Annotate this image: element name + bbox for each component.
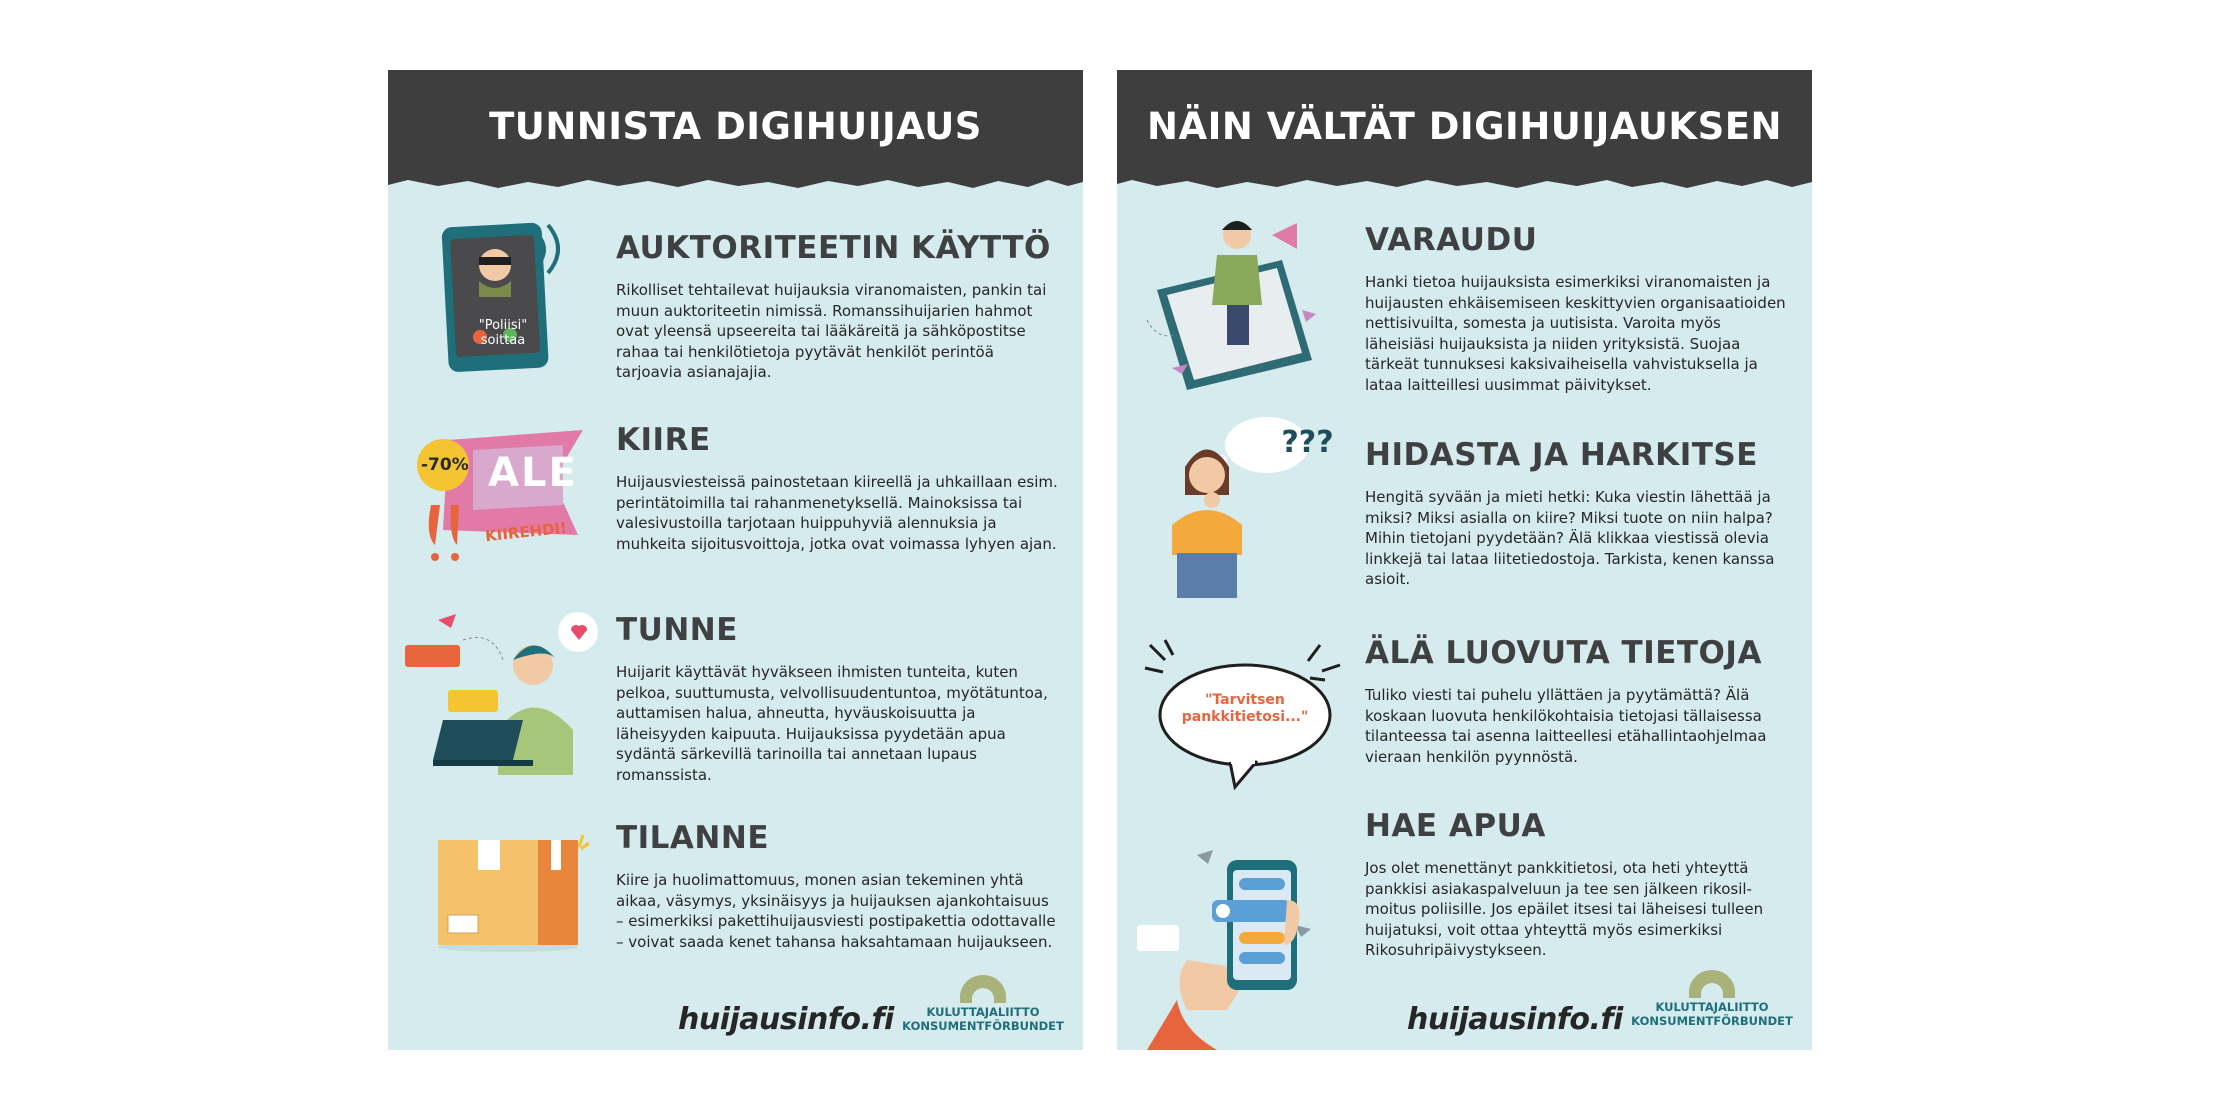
section-dont-share <box>1365 635 1795 767</box>
left-banner <box>388 70 1083 200</box>
section-heading: HIDASTA JA HARKITSE <box>1365 437 1758 473</box>
section-hurry <box>616 422 1061 554</box>
question-marks: ??? <box>1281 425 1334 460</box>
sale-hurry: KIIREHDI! <box>484 518 568 546</box>
section-text: Rikolliset tehtailevat huijauksia viranomaisten, pankin tai muun auktoriteetin nimissä. Romanssihuijarien hahmot ovat yleensä upseereita tai lääkäreitä ja sähköpostitse rahaa tai henkilötietoja pyytävät henkilöt perintöä tarjoavia asianajajia. <box>616 281 1047 381</box>
phone-caller-text: "Poliisi" soittaa <box>478 318 528 348</box>
section-prepare <box>1365 222 1795 395</box>
thinking-woman-illustration <box>1157 415 1334 604</box>
section-situation <box>616 820 1061 952</box>
section-text: Huijausviesteissä painostetaan kiireellä ja uhkaillaan esim. perintätoimilla tai rahanmenetyksellä. Mainoksissa tai valesivustoilla tarjotaan huippuhyviä alennuksia ja muhkeita sijoitusvoittoja, jotka ovat voimassa lyhyen ajan. <box>616 473 1058 553</box>
section-text: Hengitä syvään ja mieti hetki: Kuka viestin lähettää ja miksi? Miksi asialla on kiire? Miksi tuote on niin halpa? Mihin tietojani pyydetään? Älä klikkaa viestissä olevia linkkejä tai lataa liitetiedostoja. Tarkista, kenen kanssa asioit. <box>1365 488 1775 588</box>
left-title: TUNNISTA DIGIHUIJAUS <box>489 105 982 148</box>
speech-bubble-text: "Tarvitsen pankkitietosi..." <box>1181 692 1309 725</box>
right-title: NÄIN VÄLTÄT DIGIHUIJAUKSEN <box>1147 105 1782 148</box>
section-text: Huijarit käyttävät hyväkseen ihmisten tunteita, kuten pelkoa, suuttumusta, velvollisuudentuntoa, myötätuntoa, auttamisen halua, ahneutta, hyväuskoisuutta ja läheisyyden kaipuuta. Huijauksissa pyydetään apua sydäntä särkevillä tarinoilla tai annetaan lupaus romanssista. <box>616 663 1048 784</box>
brand-logo[interactable]: huijausinfo.fi <box>1407 1002 1623 1037</box>
package-box-illustration <box>433 825 593 959</box>
megaphone-phone-illustration <box>1142 210 1342 394</box>
section-slow-down <box>1365 437 1795 590</box>
brand-logo[interactable]: huijausinfo.fi <box>678 1002 894 1037</box>
sale-word: ALE <box>488 450 578 496</box>
org-arch-icon <box>1687 970 1737 998</box>
left-poster <box>388 70 1083 1050</box>
section-heading: HAE APUA <box>1365 808 1546 844</box>
section-text: Jos olet menettänyt pankkitietosi, ota heti yhteyttä pankkisi asiakaspalveluun ja tee sen jälkeen rikosilmoitus poliisille. Jos epäilet itsesi tai läheisesi tulleen huijatuksi, voit ottaa yhteyttä myös esimerkiksi Rikosuhripäivystykseen. <box>1365 859 1764 959</box>
section-emotion <box>616 612 1061 784</box>
chat-phone-illustration <box>1137 840 1337 1054</box>
section-get-help <box>1365 808 1795 961</box>
sale-illustration <box>413 425 598 579</box>
section-heading: TILANNE <box>616 820 769 856</box>
section-heading: KIIRE <box>616 422 711 458</box>
section-text: Kiire ja huolimattomuus, monen asian tekeminen yhtä aikaa, väsymys, yksinäisyys ja huijauksen ajankohtaisuus – esimerkiksi pakettihuijausviesti postipakettia odottavalle – voivat saada kenet tahansa haksahtamaan huijaukseen. <box>616 871 1056 951</box>
org-name-fi: KULUTTAJALIITTO <box>926 1005 1040 1019</box>
org-arch-icon <box>958 975 1008 1003</box>
section-heading: ÄLÄ LUOVUTA TIETOJA <box>1365 635 1762 671</box>
section-heading: VARAUDU <box>1365 222 1538 258</box>
org-name-fi: KULUTTAJALIITTO <box>1655 1000 1769 1014</box>
section-text: Tuliko viesti tai puhelu yllättäen ja pyytämättä? Älä koskaan luovuta henkilökohtaisia tietojasi tällaisessa tilanteessa tai asenna laitteellesi etähallintaohjelmaa vieraan henkilön pyynnöstä. <box>1365 686 1767 766</box>
sale-percent: -70% <box>421 455 469 475</box>
speech-bubble-illustration <box>1145 640 1345 794</box>
org-name-sv: KONSUMENTFÖRBUNDET <box>902 1019 1064 1033</box>
right-banner <box>1117 70 1812 200</box>
right-poster <box>1117 70 1812 1050</box>
section-authority <box>616 230 1061 383</box>
section-text: Hanki tietoa huijauksista esimerkiksi viranomaisten ja huijausten ehkäisemiseen keskittyvien organisaatioiden nettisivuilta, somesta ja uutisista. Varoita myös läheisiäsi huijauksista ja niiden yrityksistä. Suojaa tärkeät tunnuksesi kaksivaiheisella vahvistuksella ja lataa laitteillesi uusimmat päivitykset. <box>1365 273 1786 394</box>
org-name-sv: KONSUMENTFÖRBUNDET <box>1631 1014 1793 1028</box>
org-logo <box>893 975 1073 1033</box>
org-logo <box>1622 970 1802 1028</box>
laptop-person-illustration <box>403 610 603 784</box>
police-phone-illustration <box>443 205 593 379</box>
section-heading: AUKTORITEETIN KÄYTTÖ <box>616 230 1051 266</box>
section-heading: TUNNE <box>616 612 738 648</box>
